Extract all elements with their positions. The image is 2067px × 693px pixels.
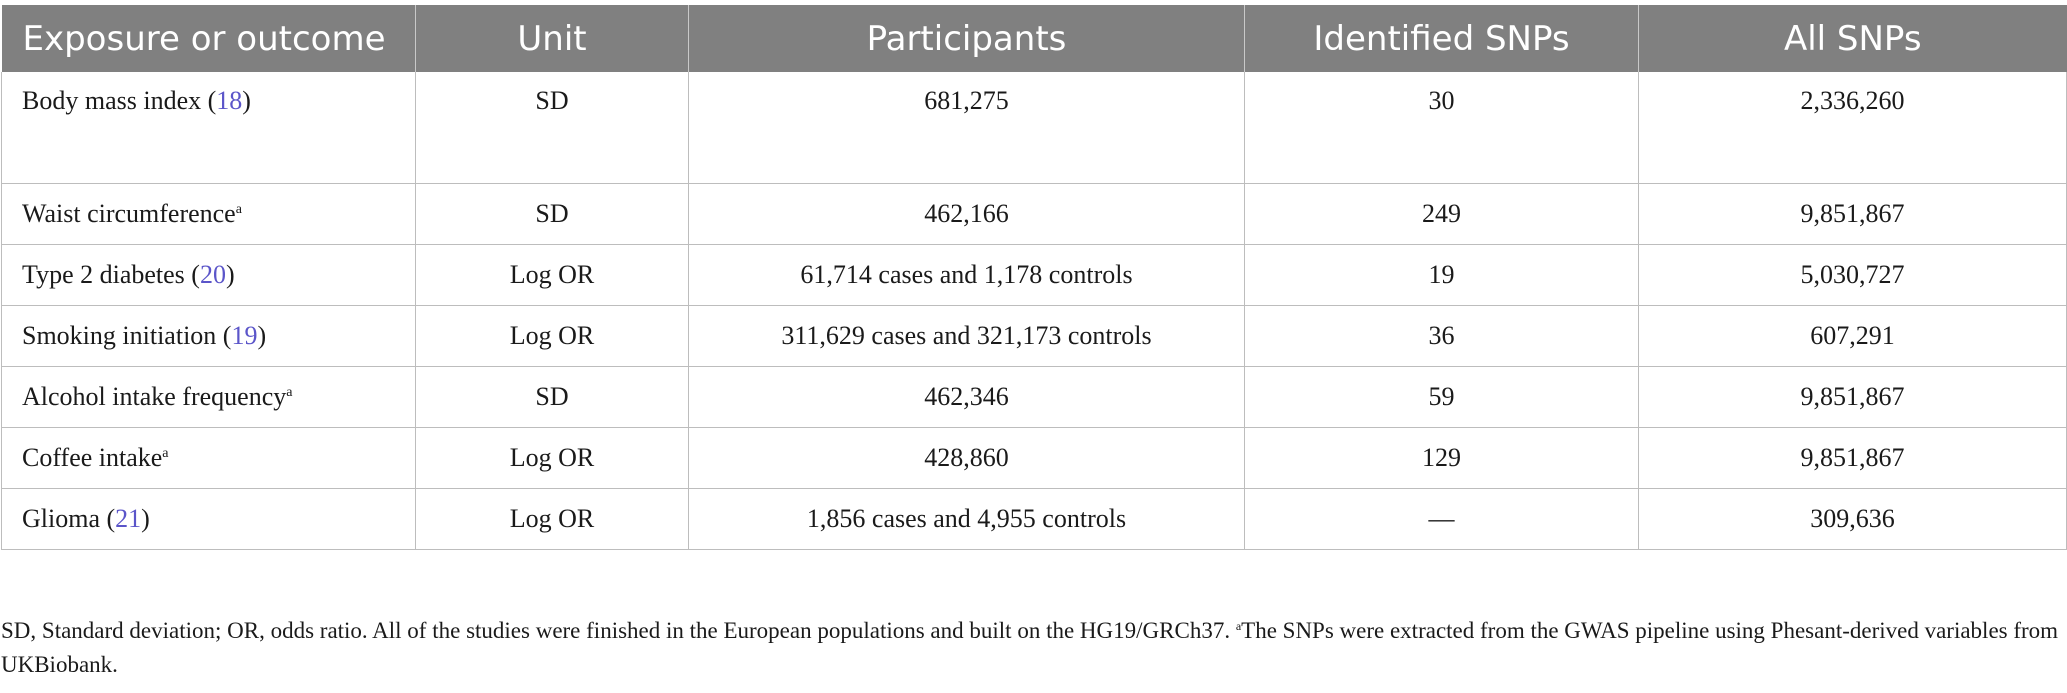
footnote-text-note: The SNPs were extracted from the GWAS pipeline using Phesant-derived variables from UKBiobank. [1, 618, 2059, 677]
exposure-name: Body mass index [22, 86, 202, 115]
footnote-marker: a [286, 384, 293, 400]
reference-link[interactable]: 20 [199, 259, 226, 289]
cell-participants: 462,346 [689, 366, 1245, 427]
table-row [2, 72, 2067, 183]
cell-identified-snps: 36 [1245, 305, 1639, 366]
cell-identified-snps: 59 [1245, 366, 1639, 427]
header-participants: Participants [689, 5, 1245, 72]
cell-all-snps: 9,851,867 [1639, 183, 2067, 244]
footnote-marker: a [235, 201, 242, 217]
cell-participants: 462,166 [689, 183, 1245, 244]
cell-all-snps: 607,291 [1639, 305, 2067, 366]
cell-exposure: Body mass index (18) [2, 72, 416, 183]
cell-all-snps: 2,336,260 [1639, 72, 2067, 183]
table-footnote [1, 614, 2063, 682]
table-row [2, 183, 2067, 244]
cell-identified-snps: 30 [1245, 72, 1639, 183]
cell-all-snps: 309,636 [1639, 488, 2067, 549]
cell-exposure: Glioma (21) [2, 488, 416, 549]
header-all-snps: All SNPs [1639, 5, 2067, 72]
exposure-name: Glioma [22, 503, 100, 533]
cell-participants: 61,714 cases and 1,178 controls [689, 244, 1245, 305]
cell-identified-snps: 249 [1245, 183, 1639, 244]
table-row [2, 305, 2067, 366]
cell-unit: SD [416, 72, 689, 183]
cell-unit: SD [416, 366, 689, 427]
footnote-marker: a [162, 445, 169, 461]
cell-all-snps: 9,851,867 [1639, 427, 2067, 488]
footnote-text: SD, Standard deviation; OR, odds ratio. All of the studies were finished in the European populations and built on the HG19/GRCh37. [1, 618, 1236, 643]
cell-identified-snps: — [1245, 488, 1639, 549]
cell-exposure: Smoking initiation (19) [2, 305, 416, 366]
reference-link[interactable]: 18 [216, 86, 243, 115]
table-row [2, 427, 2067, 488]
data-table [1, 5, 2067, 550]
exposure-name: Smoking initiation [22, 320, 217, 350]
cell-participants: 311,629 cases and 321,173 controls [689, 305, 1245, 366]
cell-unit: Log OR [416, 305, 689, 366]
header-unit: Unit [416, 5, 689, 72]
cell-unit: Log OR [416, 244, 689, 305]
header-row [2, 5, 2067, 72]
cell-exposure: Type 2 diabetes (20) [2, 244, 416, 305]
footnote-marker: a [1235, 619, 1242, 633]
cell-unit: Log OR [416, 488, 689, 549]
cell-all-snps: 9,851,867 [1639, 366, 2067, 427]
cell-exposure [2, 183, 416, 244]
reference-link[interactable]: 19 [231, 320, 258, 350]
cell-exposure [2, 366, 416, 427]
cell-exposure [2, 427, 416, 488]
reference-link[interactable]: 21 [115, 503, 142, 533]
cell-unit: SD [416, 183, 689, 244]
cell-participants: 681,275 [689, 72, 1245, 183]
table-row [2, 488, 2067, 549]
table-row [2, 366, 2067, 427]
cell-unit: Log OR [416, 427, 689, 488]
header-identified-snps: Identified SNPs [1245, 5, 1639, 72]
cell-all-snps: 5,030,727 [1639, 244, 2067, 305]
table-body [2, 72, 2067, 549]
table-row [2, 244, 2067, 305]
cell-identified-snps: 19 [1245, 244, 1639, 305]
exposure-name: Alcohol intake frequency [22, 381, 287, 411]
exposure-name: Coffee intake [22, 442, 163, 472]
exposure-name: Type 2 diabetes [22, 259, 185, 289]
exposure-name: Waist circumference [22, 198, 236, 228]
header-exposure: Exposure or outcome [2, 5, 416, 72]
cell-identified-snps: 129 [1245, 427, 1639, 488]
cell-participants: 1,856 cases and 4,955 controls [689, 488, 1245, 549]
cell-participants: 428,860 [689, 427, 1245, 488]
table-header [2, 5, 2067, 72]
